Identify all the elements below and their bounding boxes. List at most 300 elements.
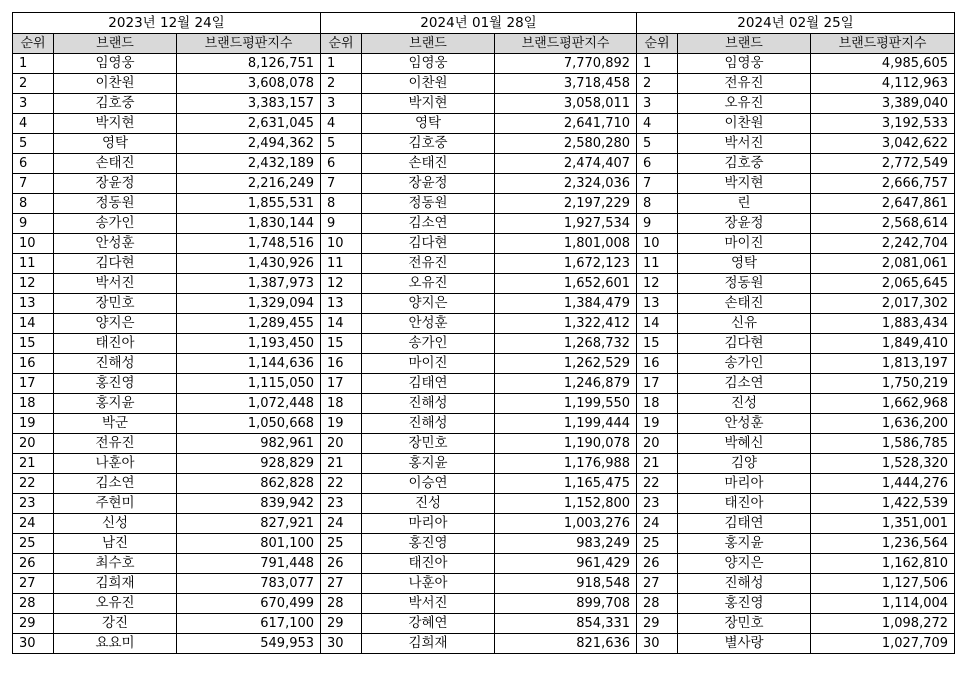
score-cell: 1,662,968 bbox=[811, 394, 955, 414]
brand-cell: 정동원 bbox=[362, 194, 495, 214]
brand-cell: 홍진영 bbox=[362, 534, 495, 554]
table-row bbox=[13, 634, 321, 654]
score-cell: 1,384,479 bbox=[495, 294, 637, 314]
rank-cell: 18 bbox=[13, 394, 54, 414]
brand-column-header: 브랜드 bbox=[54, 34, 177, 54]
rank-cell: 15 bbox=[13, 334, 54, 354]
table-row bbox=[321, 414, 637, 434]
rank-cell: 26 bbox=[13, 554, 54, 574]
score-cell: 1,027,709 bbox=[811, 634, 955, 654]
brand-cell: 안성훈 bbox=[362, 314, 495, 334]
rank-cell: 16 bbox=[13, 354, 54, 374]
score-column-header: 브랜드평판지수 bbox=[177, 34, 321, 54]
rank-cell: 3 bbox=[637, 94, 678, 114]
brand-cell: 진해성 bbox=[678, 574, 811, 594]
brand-cell: 손태진 bbox=[362, 154, 495, 174]
table-row bbox=[637, 374, 955, 394]
ranking-panel bbox=[12, 12, 321, 654]
score-cell: 2,494,362 bbox=[177, 134, 321, 154]
brand-cell: 주현미 bbox=[54, 494, 177, 514]
brand-cell: 안성훈 bbox=[678, 414, 811, 434]
brand-cell: 박서진 bbox=[362, 594, 495, 614]
score-cell: 839,942 bbox=[177, 494, 321, 514]
rank-cell: 7 bbox=[637, 174, 678, 194]
table-row bbox=[321, 314, 637, 334]
score-cell: 2,242,704 bbox=[811, 234, 955, 254]
brand-cell: 박지현 bbox=[678, 174, 811, 194]
score-cell: 1,199,444 bbox=[495, 414, 637, 434]
score-cell: 1,351,001 bbox=[811, 514, 955, 534]
brand-cell: 김다현 bbox=[54, 254, 177, 274]
ranking-table bbox=[320, 12, 637, 654]
score-cell: 2,474,407 bbox=[495, 154, 637, 174]
score-cell: 1,127,506 bbox=[811, 574, 955, 594]
ranking-table bbox=[12, 12, 321, 654]
score-cell: 3,042,622 bbox=[811, 134, 955, 154]
rank-cell: 12 bbox=[13, 274, 54, 294]
rank-cell: 11 bbox=[637, 254, 678, 274]
rank-column-header: 순위 bbox=[321, 34, 362, 54]
rank-cell: 28 bbox=[13, 594, 54, 614]
score-cell: 3,383,157 bbox=[177, 94, 321, 114]
rank-cell: 9 bbox=[637, 214, 678, 234]
rank-cell: 3 bbox=[321, 94, 362, 114]
brand-cell: 김양 bbox=[678, 454, 811, 474]
score-column-header: 브랜드평판지수 bbox=[811, 34, 955, 54]
brand-cell: 홍지윤 bbox=[362, 454, 495, 474]
table-row bbox=[13, 154, 321, 174]
rank-cell: 21 bbox=[13, 454, 54, 474]
brand-cell: 박지현 bbox=[54, 114, 177, 134]
table-row bbox=[13, 174, 321, 194]
brand-cell: 오유진 bbox=[678, 94, 811, 114]
score-cell: 1,855,531 bbox=[177, 194, 321, 214]
table-row bbox=[321, 234, 637, 254]
score-cell: 1,115,050 bbox=[177, 374, 321, 394]
score-cell: 2,432,189 bbox=[177, 154, 321, 174]
brand-cell: 양지은 bbox=[54, 314, 177, 334]
score-cell: 4,985,605 bbox=[811, 54, 955, 74]
table-row bbox=[13, 434, 321, 454]
table-row bbox=[637, 454, 955, 474]
score-cell: 783,077 bbox=[177, 574, 321, 594]
rank-cell: 13 bbox=[637, 294, 678, 314]
table-row bbox=[637, 214, 955, 234]
table-row bbox=[13, 454, 321, 474]
score-cell: 2,641,710 bbox=[495, 114, 637, 134]
score-cell: 3,608,078 bbox=[177, 74, 321, 94]
table-row bbox=[637, 234, 955, 254]
score-cell: 983,249 bbox=[495, 534, 637, 554]
score-cell: 1,152,800 bbox=[495, 494, 637, 514]
rank-cell: 24 bbox=[321, 514, 362, 534]
table-row bbox=[637, 534, 955, 554]
table-row bbox=[13, 134, 321, 154]
score-cell: 821,636 bbox=[495, 634, 637, 654]
score-cell: 2,772,549 bbox=[811, 154, 955, 174]
table-row bbox=[637, 294, 955, 314]
score-cell: 854,331 bbox=[495, 614, 637, 634]
rank-cell: 11 bbox=[13, 254, 54, 274]
table-row bbox=[637, 74, 955, 94]
table-row bbox=[321, 254, 637, 274]
brand-cell: 박군 bbox=[54, 414, 177, 434]
table-row bbox=[321, 54, 637, 74]
brand-cell: 이승연 bbox=[362, 474, 495, 494]
brand-cell: 송가인 bbox=[678, 354, 811, 374]
table-row bbox=[321, 274, 637, 294]
brand-cell: 린 bbox=[678, 194, 811, 214]
table-row bbox=[637, 154, 955, 174]
brand-cell: 태진아 bbox=[678, 494, 811, 514]
brand-cell: 박지현 bbox=[362, 94, 495, 114]
brand-cell: 김희재 bbox=[362, 634, 495, 654]
brand-column-header: 브랜드 bbox=[362, 34, 495, 54]
table-row bbox=[637, 334, 955, 354]
brand-cell: 전유진 bbox=[678, 74, 811, 94]
rank-cell: 29 bbox=[637, 614, 678, 634]
rank-cell: 5 bbox=[637, 134, 678, 154]
brand-cell: 태진아 bbox=[362, 554, 495, 574]
rank-cell: 21 bbox=[637, 454, 678, 474]
brand-cell: 마이진 bbox=[678, 234, 811, 254]
table-row bbox=[321, 214, 637, 234]
score-cell: 2,568,614 bbox=[811, 214, 955, 234]
table-row bbox=[321, 494, 637, 514]
table-row bbox=[321, 574, 637, 594]
brand-cell: 이찬원 bbox=[678, 114, 811, 134]
brand-cell: 송가인 bbox=[362, 334, 495, 354]
rank-cell: 8 bbox=[321, 194, 362, 214]
table-row bbox=[321, 634, 637, 654]
date-header: 2023년 12월 24일 bbox=[13, 13, 321, 34]
score-cell: 928,829 bbox=[177, 454, 321, 474]
table-row bbox=[321, 114, 637, 134]
rank-cell: 29 bbox=[13, 614, 54, 634]
table-row bbox=[13, 594, 321, 614]
brand-cell: 박혜신 bbox=[678, 434, 811, 454]
table-row bbox=[321, 374, 637, 394]
score-cell: 1,830,144 bbox=[177, 214, 321, 234]
rank-cell: 23 bbox=[321, 494, 362, 514]
brand-cell: 장민호 bbox=[362, 434, 495, 454]
table-row bbox=[637, 634, 955, 654]
score-cell: 1,072,448 bbox=[177, 394, 321, 414]
rank-cell: 27 bbox=[13, 574, 54, 594]
table-row bbox=[321, 514, 637, 534]
rank-cell: 19 bbox=[637, 414, 678, 434]
score-cell: 862,828 bbox=[177, 474, 321, 494]
rank-cell: 20 bbox=[321, 434, 362, 454]
rank-cell: 25 bbox=[321, 534, 362, 554]
rank-cell: 25 bbox=[13, 534, 54, 554]
brand-cell: 장윤정 bbox=[54, 174, 177, 194]
rank-cell: 1 bbox=[13, 54, 54, 74]
table-row bbox=[13, 374, 321, 394]
table-row bbox=[637, 394, 955, 414]
rank-cell: 6 bbox=[321, 154, 362, 174]
rank-cell: 13 bbox=[321, 294, 362, 314]
score-cell: 3,389,040 bbox=[811, 94, 955, 114]
rank-cell: 26 bbox=[321, 554, 362, 574]
brand-cell: 임영웅 bbox=[678, 54, 811, 74]
rank-cell: 24 bbox=[13, 514, 54, 534]
brand-cell: 임영웅 bbox=[362, 54, 495, 74]
brand-cell: 영탁 bbox=[678, 254, 811, 274]
score-cell: 2,197,229 bbox=[495, 194, 637, 214]
table-row bbox=[637, 54, 955, 74]
score-cell: 1,190,078 bbox=[495, 434, 637, 454]
rank-cell: 20 bbox=[13, 434, 54, 454]
rank-cell: 10 bbox=[13, 234, 54, 254]
score-cell: 1,165,475 bbox=[495, 474, 637, 494]
score-cell: 3,718,458 bbox=[495, 74, 637, 94]
ranking-panel bbox=[320, 12, 637, 654]
score-cell: 1,883,434 bbox=[811, 314, 955, 334]
score-cell: 961,429 bbox=[495, 554, 637, 574]
score-cell: 1,236,564 bbox=[811, 534, 955, 554]
rank-cell: 6 bbox=[13, 154, 54, 174]
rank-cell: 4 bbox=[321, 114, 362, 134]
rank-cell: 14 bbox=[13, 314, 54, 334]
date-header: 2024년 01월 28일 bbox=[321, 13, 637, 34]
score-cell: 791,448 bbox=[177, 554, 321, 574]
rank-cell: 27 bbox=[321, 574, 362, 594]
score-cell: 1,262,529 bbox=[495, 354, 637, 374]
rank-cell: 10 bbox=[321, 234, 362, 254]
score-cell: 670,499 bbox=[177, 594, 321, 614]
rank-cell: 2 bbox=[637, 74, 678, 94]
table-row bbox=[321, 554, 637, 574]
brand-cell: 마이진 bbox=[362, 354, 495, 374]
brand-cell: 김호중 bbox=[362, 134, 495, 154]
score-cell: 1,098,272 bbox=[811, 614, 955, 634]
table-row bbox=[637, 194, 955, 214]
score-cell: 617,100 bbox=[177, 614, 321, 634]
table-row bbox=[637, 94, 955, 114]
brand-cell: 양지은 bbox=[362, 294, 495, 314]
score-cell: 1,849,410 bbox=[811, 334, 955, 354]
table-row bbox=[637, 314, 955, 334]
date-header: 2024년 02월 25일 bbox=[637, 13, 955, 34]
brand-column-header: 브랜드 bbox=[678, 34, 811, 54]
score-cell: 918,548 bbox=[495, 574, 637, 594]
score-cell: 2,216,249 bbox=[177, 174, 321, 194]
brand-cell: 최수호 bbox=[54, 554, 177, 574]
score-cell: 1,050,668 bbox=[177, 414, 321, 434]
score-cell: 1,114,004 bbox=[811, 594, 955, 614]
brand-cell: 김태연 bbox=[678, 514, 811, 534]
brand-cell: 진해성 bbox=[54, 354, 177, 374]
table-row bbox=[321, 154, 637, 174]
rank-cell: 20 bbox=[637, 434, 678, 454]
table-row bbox=[321, 334, 637, 354]
rank-cell: 16 bbox=[637, 354, 678, 374]
table-row bbox=[13, 194, 321, 214]
score-cell: 2,081,061 bbox=[811, 254, 955, 274]
rank-cell: 4 bbox=[13, 114, 54, 134]
score-cell: 801,100 bbox=[177, 534, 321, 554]
score-cell: 1,672,123 bbox=[495, 254, 637, 274]
brand-cell: 홍지윤 bbox=[678, 534, 811, 554]
brand-cell: 진해성 bbox=[362, 394, 495, 414]
rank-cell: 27 bbox=[637, 574, 678, 594]
score-cell: 827,921 bbox=[177, 514, 321, 534]
rank-cell: 30 bbox=[13, 634, 54, 654]
brand-cell: 임영웅 bbox=[54, 54, 177, 74]
rank-cell: 2 bbox=[321, 74, 362, 94]
score-column-header: 브랜드평판지수 bbox=[495, 34, 637, 54]
table-row bbox=[321, 534, 637, 554]
table-row bbox=[13, 94, 321, 114]
score-cell: 1,329,094 bbox=[177, 294, 321, 314]
brand-cell: 진해성 bbox=[362, 414, 495, 434]
table-row bbox=[637, 554, 955, 574]
score-cell: 2,647,861 bbox=[811, 194, 955, 214]
brand-cell: 홍진영 bbox=[678, 594, 811, 614]
brand-cell: 홍지윤 bbox=[54, 394, 177, 414]
table-row bbox=[637, 594, 955, 614]
brand-cell: 장민호 bbox=[678, 614, 811, 634]
rank-cell: 30 bbox=[321, 634, 362, 654]
table-row bbox=[13, 354, 321, 374]
score-cell: 1,748,516 bbox=[177, 234, 321, 254]
score-cell: 1,003,276 bbox=[495, 514, 637, 534]
brand-cell: 마리아 bbox=[362, 514, 495, 534]
rank-cell: 23 bbox=[13, 494, 54, 514]
score-cell: 7,770,892 bbox=[495, 54, 637, 74]
table-row bbox=[13, 314, 321, 334]
table-row bbox=[637, 494, 955, 514]
rank-cell: 3 bbox=[13, 94, 54, 114]
score-cell: 1,586,785 bbox=[811, 434, 955, 454]
rank-column-header: 순위 bbox=[637, 34, 678, 54]
rank-cell: 2 bbox=[13, 74, 54, 94]
rank-cell: 10 bbox=[637, 234, 678, 254]
rank-column-header: 순위 bbox=[13, 34, 54, 54]
brand-cell: 송가인 bbox=[54, 214, 177, 234]
rank-cell: 21 bbox=[321, 454, 362, 474]
brand-cell: 장윤정 bbox=[678, 214, 811, 234]
brand-cell: 오유진 bbox=[362, 274, 495, 294]
rank-cell: 12 bbox=[321, 274, 362, 294]
brand-cell: 영탁 bbox=[54, 134, 177, 154]
table-row bbox=[13, 534, 321, 554]
brand-cell: 강혜연 bbox=[362, 614, 495, 634]
brand-cell: 정동원 bbox=[678, 274, 811, 294]
brand-cell: 김희재 bbox=[54, 574, 177, 594]
rank-cell: 22 bbox=[13, 474, 54, 494]
rank-cell: 24 bbox=[637, 514, 678, 534]
ranking-panel bbox=[636, 12, 955, 654]
brand-cell: 나훈아 bbox=[54, 454, 177, 474]
table-row bbox=[637, 614, 955, 634]
rank-cell: 13 bbox=[13, 294, 54, 314]
brand-cell: 장윤정 bbox=[362, 174, 495, 194]
brand-cell: 정동원 bbox=[54, 194, 177, 214]
table-row bbox=[13, 254, 321, 274]
score-cell: 2,666,757 bbox=[811, 174, 955, 194]
score-cell: 982,961 bbox=[177, 434, 321, 454]
table-row bbox=[13, 54, 321, 74]
rank-cell: 23 bbox=[637, 494, 678, 514]
table-row bbox=[13, 74, 321, 94]
rank-cell: 1 bbox=[321, 54, 362, 74]
table-row bbox=[321, 594, 637, 614]
score-cell: 1,246,879 bbox=[495, 374, 637, 394]
score-cell: 1,444,276 bbox=[811, 474, 955, 494]
table-row bbox=[13, 334, 321, 354]
table-row bbox=[13, 494, 321, 514]
brand-cell: 홍진영 bbox=[54, 374, 177, 394]
score-cell: 1,927,534 bbox=[495, 214, 637, 234]
table-row bbox=[13, 474, 321, 494]
rank-cell: 22 bbox=[321, 474, 362, 494]
rank-cell: 17 bbox=[637, 374, 678, 394]
table-row bbox=[13, 394, 321, 414]
brand-cell: 강진 bbox=[54, 614, 177, 634]
score-cell: 1,176,988 bbox=[495, 454, 637, 474]
brand-cell: 김소연 bbox=[362, 214, 495, 234]
rank-cell: 9 bbox=[13, 214, 54, 234]
brand-cell: 태진아 bbox=[54, 334, 177, 354]
rank-cell: 30 bbox=[637, 634, 678, 654]
table-row bbox=[321, 134, 637, 154]
brand-cell: 양지은 bbox=[678, 554, 811, 574]
score-cell: 1,193,450 bbox=[177, 334, 321, 354]
rank-cell: 9 bbox=[321, 214, 362, 234]
brand-cell: 안성훈 bbox=[54, 234, 177, 254]
score-cell: 1,801,008 bbox=[495, 234, 637, 254]
brand-cell: 별사랑 bbox=[678, 634, 811, 654]
rank-cell: 7 bbox=[321, 174, 362, 194]
table-row bbox=[637, 414, 955, 434]
score-cell: 1,322,412 bbox=[495, 314, 637, 334]
table-row bbox=[13, 234, 321, 254]
rank-cell: 29 bbox=[321, 614, 362, 634]
score-cell: 1,528,320 bbox=[811, 454, 955, 474]
score-cell: 1,162,810 bbox=[811, 554, 955, 574]
table-row bbox=[637, 114, 955, 134]
brand-cell: 이찬원 bbox=[362, 74, 495, 94]
brand-cell: 영탁 bbox=[362, 114, 495, 134]
table-row bbox=[637, 354, 955, 374]
brand-cell: 김호중 bbox=[678, 154, 811, 174]
table-row bbox=[321, 354, 637, 374]
table-row bbox=[637, 254, 955, 274]
rank-cell: 12 bbox=[637, 274, 678, 294]
score-cell: 1,636,200 bbox=[811, 414, 955, 434]
table-row bbox=[321, 94, 637, 114]
score-cell: 2,580,280 bbox=[495, 134, 637, 154]
table-row bbox=[321, 394, 637, 414]
score-cell: 3,058,011 bbox=[495, 94, 637, 114]
brand-cell: 전유진 bbox=[54, 434, 177, 454]
table-row bbox=[637, 514, 955, 534]
brand-cell: 진성 bbox=[362, 494, 495, 514]
rank-cell: 5 bbox=[321, 134, 362, 154]
rank-cell: 15 bbox=[321, 334, 362, 354]
brand-cell: 신유 bbox=[678, 314, 811, 334]
brand-cell: 진성 bbox=[678, 394, 811, 414]
brand-cell: 전유진 bbox=[362, 254, 495, 274]
brand-cell: 신성 bbox=[54, 514, 177, 534]
table-row bbox=[13, 614, 321, 634]
brand-cell: 장민호 bbox=[54, 294, 177, 314]
brand-cell: 오유진 bbox=[54, 594, 177, 614]
rank-cell: 19 bbox=[13, 414, 54, 434]
brand-cell: 나훈아 bbox=[362, 574, 495, 594]
